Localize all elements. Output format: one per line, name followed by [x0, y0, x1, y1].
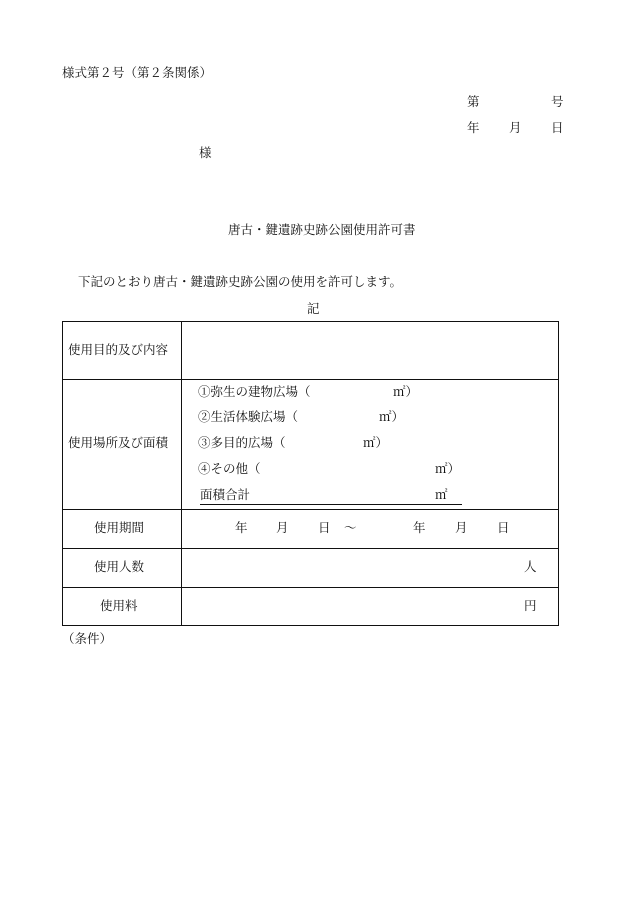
- period-label: 使用期間: [94, 520, 145, 535]
- period-start-day: 日: [318, 520, 331, 535]
- people-label: 使用人数: [94, 559, 145, 574]
- period-end-year: 年: [413, 520, 426, 535]
- people-unit: 人: [524, 559, 537, 574]
- row-divider: [63, 587, 558, 588]
- fee-label: 使用料: [100, 598, 138, 613]
- place-item-label: ③多目的広場（: [198, 435, 286, 450]
- period-end-day: 日: [497, 520, 510, 535]
- place-item-label: ②生活体験広場（: [198, 409, 299, 424]
- addressee-suffix: 様: [199, 145, 212, 160]
- place-item-label: ①弥生の建物広場（: [198, 384, 311, 399]
- permit-table: [62, 321, 559, 626]
- total-area-unit: ㎡: [435, 487, 448, 502]
- place-item-unit: ㎡）: [363, 435, 389, 450]
- period-start-month: 月: [276, 520, 289, 535]
- intro-text: 下記のとおり唐古・鍵遺跡史跡公園の使用を許可します。: [78, 274, 403, 289]
- place-item-label: ④その他（: [198, 461, 261, 476]
- total-area-underline: [200, 504, 462, 505]
- date-year: 年: [467, 120, 480, 135]
- total-area-label: 面積合計: [200, 487, 251, 502]
- column-divider: [181, 322, 182, 625]
- conditions-label: （条件）: [62, 631, 113, 646]
- period-end-month: 月: [455, 520, 468, 535]
- place-item-unit: ㎡）: [435, 461, 461, 476]
- doc-number-prefix: 第: [467, 94, 480, 109]
- document-title: 唐古・鍵遺跡史跡公園使用許可書: [228, 222, 416, 237]
- fee-unit: 円: [524, 598, 537, 613]
- doc-number-suffix: 号: [551, 94, 564, 109]
- place-item-unit: ㎡）: [393, 384, 419, 399]
- purpose-label: 使用目的及び内容: [68, 342, 169, 357]
- row-divider: [63, 548, 558, 549]
- date-day: 日: [551, 120, 564, 135]
- place-item-unit: ㎡）: [379, 409, 405, 424]
- form-number: 様式第２号（第２条関係）: [62, 65, 213, 80]
- row-divider: [63, 509, 558, 510]
- period-tilde: ～: [344, 520, 357, 535]
- row-divider: [63, 379, 558, 380]
- ki-label: 記: [307, 301, 320, 316]
- period-start-year: 年: [235, 520, 248, 535]
- date-month: 月: [509, 120, 522, 135]
- place-label: 使用場所及び面積: [68, 435, 169, 450]
